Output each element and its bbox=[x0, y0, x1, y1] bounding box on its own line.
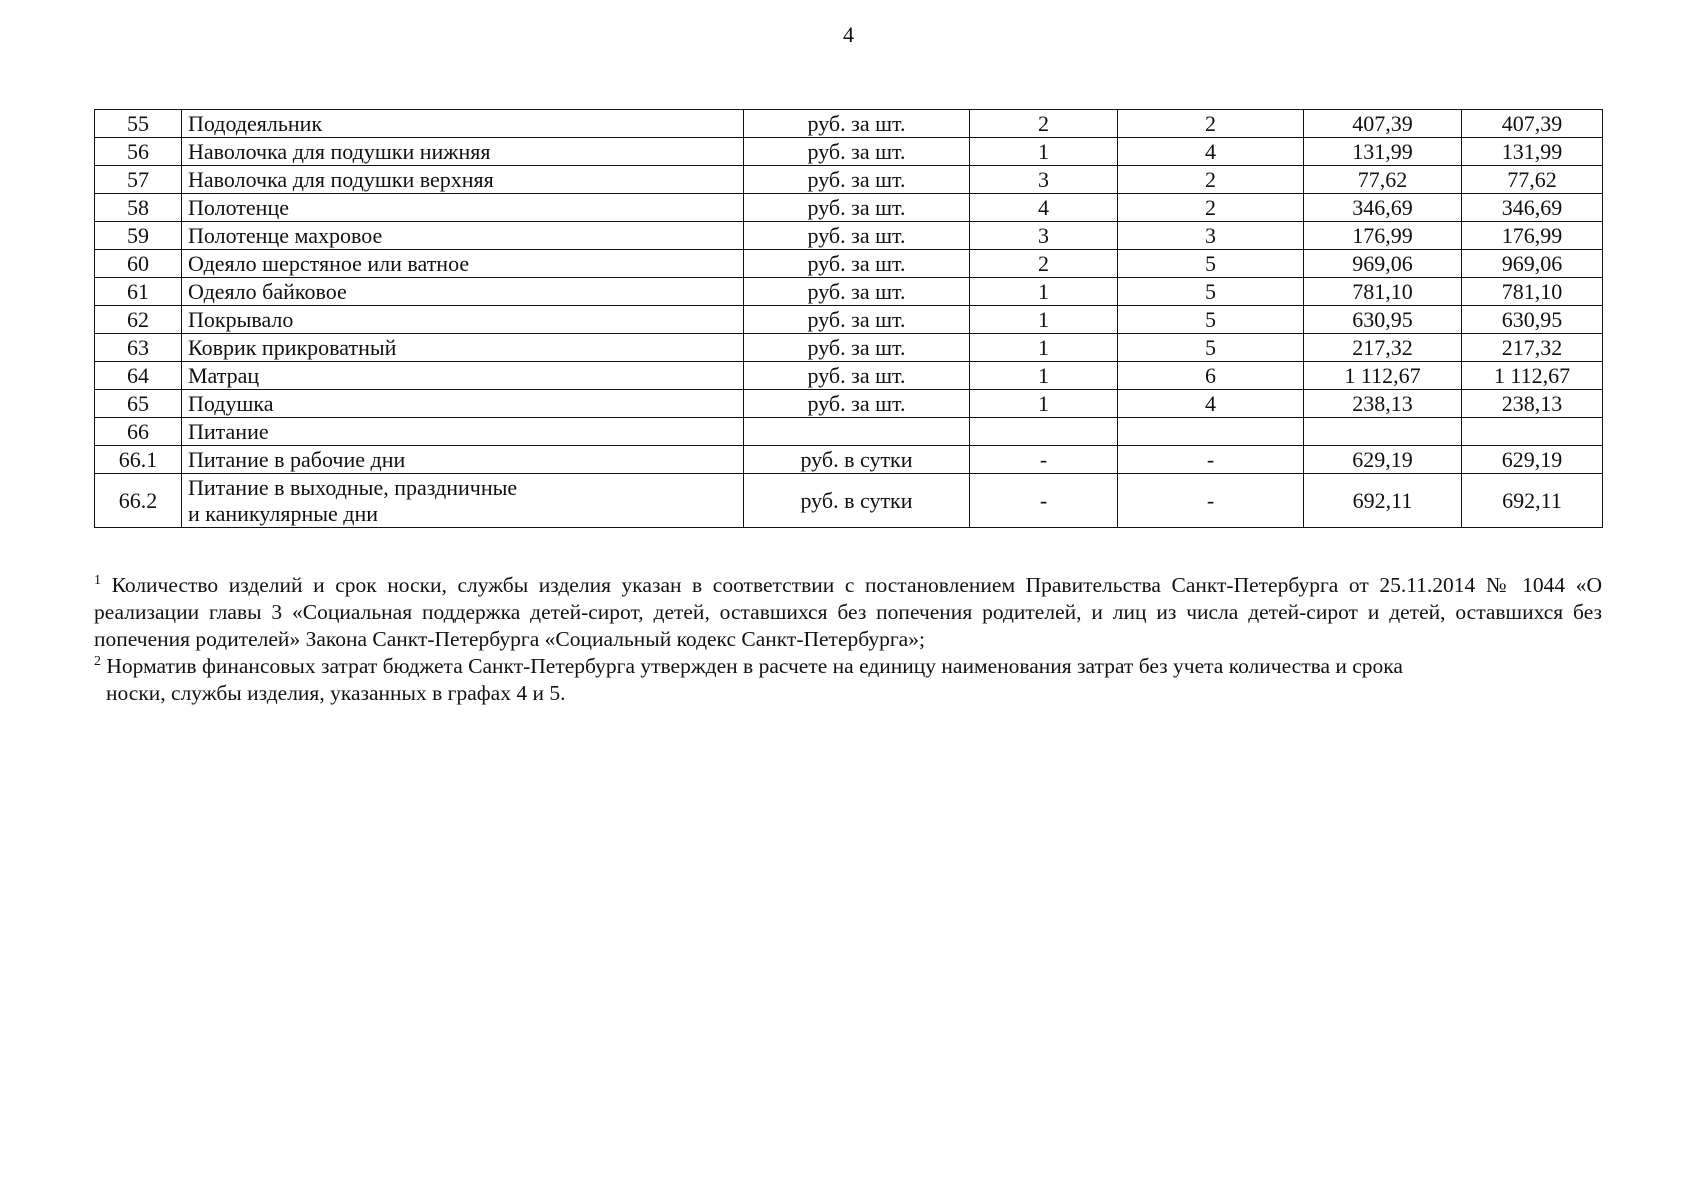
table-row bbox=[95, 446, 1603, 474]
value-total-cell: 781,10 bbox=[1462, 278, 1603, 306]
items-table bbox=[94, 109, 1603, 528]
value-cell bbox=[1304, 418, 1462, 446]
row-number-cell: 64 bbox=[95, 362, 182, 390]
term-cell: - bbox=[1118, 474, 1304, 528]
row-number-cell: 66 bbox=[95, 418, 182, 446]
footnote-2-mark: 2 bbox=[94, 654, 101, 669]
footnote-1-text: Количество изделий и срок носки, службы изделия указан в соответствии с постановлением Правительства Санкт-Петербурга от 25.11.2014 № 1044 «О реализации главы 3 «Социальная поддержка детей-сирот, детей, оставшихся без попечения родителей, и лиц из числа детей-сирот и детей, оставшихся без попечения родителей» Закона Санкт-Петербурга «Социальный кодекс Санкт-Петербурга»; bbox=[94, 573, 1602, 651]
quantity-cell: 1 bbox=[970, 306, 1118, 334]
value-cell: 781,10 bbox=[1304, 278, 1462, 306]
value-total-cell: 238,13 bbox=[1462, 390, 1603, 418]
table-row bbox=[95, 250, 1603, 278]
value-cell: 692,11 bbox=[1304, 474, 1462, 528]
item-name-cell: Одеяло шерстяное или ватное bbox=[182, 250, 744, 278]
quantity-cell: 1 bbox=[970, 390, 1118, 418]
quantity-cell: 1 bbox=[970, 334, 1118, 362]
quantity-cell: 2 bbox=[970, 250, 1118, 278]
value-cell: 217,32 bbox=[1304, 334, 1462, 362]
row-number-cell: 63 bbox=[95, 334, 182, 362]
unit-cell: руб. за шт. bbox=[744, 362, 970, 390]
table-row bbox=[95, 334, 1603, 362]
item-name-cell: Одеяло байковое bbox=[182, 278, 744, 306]
term-cell: 5 bbox=[1118, 250, 1304, 278]
row-number-cell: 57 bbox=[95, 166, 182, 194]
value-cell: 131,99 bbox=[1304, 138, 1462, 166]
table-row bbox=[95, 474, 1603, 528]
table-row bbox=[95, 306, 1603, 334]
footnote-1-mark: 1 bbox=[94, 573, 101, 588]
footnote-2 bbox=[94, 653, 1602, 707]
row-number-cell: 62 bbox=[95, 306, 182, 334]
item-name-cell: Полотенце махровое bbox=[182, 222, 744, 250]
unit-cell: руб. в сутки bbox=[744, 474, 970, 528]
value-cell: 630,95 bbox=[1304, 306, 1462, 334]
page-number: 4 bbox=[843, 22, 854, 47]
item-name-cell bbox=[182, 474, 744, 528]
item-name-cell: Коврик прикроватный bbox=[182, 334, 744, 362]
unit-cell bbox=[744, 418, 970, 446]
unit-cell: руб. за шт. bbox=[744, 110, 970, 138]
value-total-cell: 77,62 bbox=[1462, 166, 1603, 194]
table-row bbox=[95, 362, 1603, 390]
value-total-cell: 969,06 bbox=[1462, 250, 1603, 278]
row-number-cell: 60 bbox=[95, 250, 182, 278]
unit-cell: руб. за шт. bbox=[744, 334, 970, 362]
item-name-cell: Наволочка для подушки нижняя bbox=[182, 138, 744, 166]
footnote-1 bbox=[94, 572, 1602, 653]
value-cell: 629,19 bbox=[1304, 446, 1462, 474]
unit-cell: руб. за шт. bbox=[744, 222, 970, 250]
value-total-cell bbox=[1462, 418, 1603, 446]
row-number-cell: 59 bbox=[95, 222, 182, 250]
row-number-cell: 56 bbox=[95, 138, 182, 166]
item-name-cell: Матрац bbox=[182, 362, 744, 390]
quantity-cell: - bbox=[970, 446, 1118, 474]
item-name-cell: Наволочка для подушки верхняя bbox=[182, 166, 744, 194]
term-cell: 4 bbox=[1118, 390, 1304, 418]
row-number-cell: 66.2 bbox=[95, 474, 182, 528]
term-cell: 2 bbox=[1118, 110, 1304, 138]
value-total-cell: 1 112,67 bbox=[1462, 362, 1603, 390]
value-cell: 969,06 bbox=[1304, 250, 1462, 278]
term-cell: 5 bbox=[1118, 278, 1304, 306]
term-cell: - bbox=[1118, 446, 1304, 474]
table-row bbox=[95, 138, 1603, 166]
unit-cell: руб. в сутки bbox=[744, 446, 970, 474]
item-name-cell: Питание bbox=[182, 418, 744, 446]
quantity-cell: 3 bbox=[970, 166, 1118, 194]
value-cell: 238,13 bbox=[1304, 390, 1462, 418]
term-cell: 5 bbox=[1118, 334, 1304, 362]
unit-cell: руб. за шт. bbox=[744, 306, 970, 334]
unit-cell: руб. за шт. bbox=[744, 138, 970, 166]
value-cell: 176,99 bbox=[1304, 222, 1462, 250]
table-body bbox=[95, 110, 1603, 528]
footnote-2-text-line2: носки, службы изделия, указанных в графах 4 и 5. bbox=[106, 681, 566, 705]
unit-cell: руб. за шт. bbox=[744, 250, 970, 278]
quantity-cell: 4 bbox=[970, 194, 1118, 222]
quantity-cell: 1 bbox=[970, 362, 1118, 390]
value-cell: 77,62 bbox=[1304, 166, 1462, 194]
row-number-cell: 66.1 bbox=[95, 446, 182, 474]
value-total-cell: 630,95 bbox=[1462, 306, 1603, 334]
row-number-cell: 58 bbox=[95, 194, 182, 222]
term-cell: 2 bbox=[1118, 166, 1304, 194]
item-name-cell: Покрывало bbox=[182, 306, 744, 334]
item-name-line1: Питание в выходные, праздничные bbox=[188, 474, 518, 500]
quantity-cell: - bbox=[970, 474, 1118, 528]
value-total-cell: 176,99 bbox=[1462, 222, 1603, 250]
term-cell: 2 bbox=[1118, 194, 1304, 222]
row-number-cell: 61 bbox=[95, 278, 182, 306]
item-name-cell: Питание в рабочие дни bbox=[182, 446, 744, 474]
item-name-cell: Подушка bbox=[182, 390, 744, 418]
unit-cell: руб. за шт. bbox=[744, 166, 970, 194]
table-row bbox=[95, 166, 1603, 194]
row-number-cell: 65 bbox=[95, 390, 182, 418]
unit-cell: руб. за шт. bbox=[744, 390, 970, 418]
term-cell: 4 bbox=[1118, 138, 1304, 166]
table-row bbox=[95, 278, 1603, 306]
quantity-cell bbox=[970, 418, 1118, 446]
value-total-cell: 131,99 bbox=[1462, 138, 1603, 166]
unit-cell: руб. за шт. bbox=[744, 278, 970, 306]
footnote-2-text-line1: Норматив финансовых затрат бюджета Санкт-Петербурга утвержден в расчете на единицу наименования затрат без учета количества и срока bbox=[106, 654, 1403, 678]
quantity-cell: 1 bbox=[970, 138, 1118, 166]
item-name-cell: Полотенце bbox=[182, 194, 744, 222]
table-row bbox=[95, 418, 1603, 446]
value-cell: 346,69 bbox=[1304, 194, 1462, 222]
value-total-cell: 346,69 bbox=[1462, 194, 1603, 222]
quantity-cell: 1 bbox=[970, 278, 1118, 306]
term-cell: 3 bbox=[1118, 222, 1304, 250]
unit-cell: руб. за шт. bbox=[744, 194, 970, 222]
value-total-cell: 217,32 bbox=[1462, 334, 1603, 362]
quantity-cell: 3 bbox=[970, 222, 1118, 250]
table-row bbox=[95, 222, 1603, 250]
value-cell: 1 112,67 bbox=[1304, 362, 1462, 390]
footnotes bbox=[94, 572, 1602, 707]
table-row bbox=[95, 194, 1603, 222]
value-total-cell: 407,39 bbox=[1462, 110, 1603, 138]
table-row bbox=[95, 110, 1603, 138]
value-total-cell: 629,19 bbox=[1462, 446, 1603, 474]
row-number-cell: 55 bbox=[95, 110, 182, 138]
value-total-cell: 692,11 bbox=[1462, 474, 1603, 528]
item-name-cell: Пододеяльник bbox=[182, 110, 744, 138]
term-cell bbox=[1118, 418, 1304, 446]
value-cell: 407,39 bbox=[1304, 110, 1462, 138]
term-cell: 6 bbox=[1118, 362, 1304, 390]
item-name-line2: и каникулярные дни bbox=[188, 500, 379, 526]
term-cell: 5 bbox=[1118, 306, 1304, 334]
table-row bbox=[95, 390, 1603, 418]
quantity-cell: 2 bbox=[970, 110, 1118, 138]
